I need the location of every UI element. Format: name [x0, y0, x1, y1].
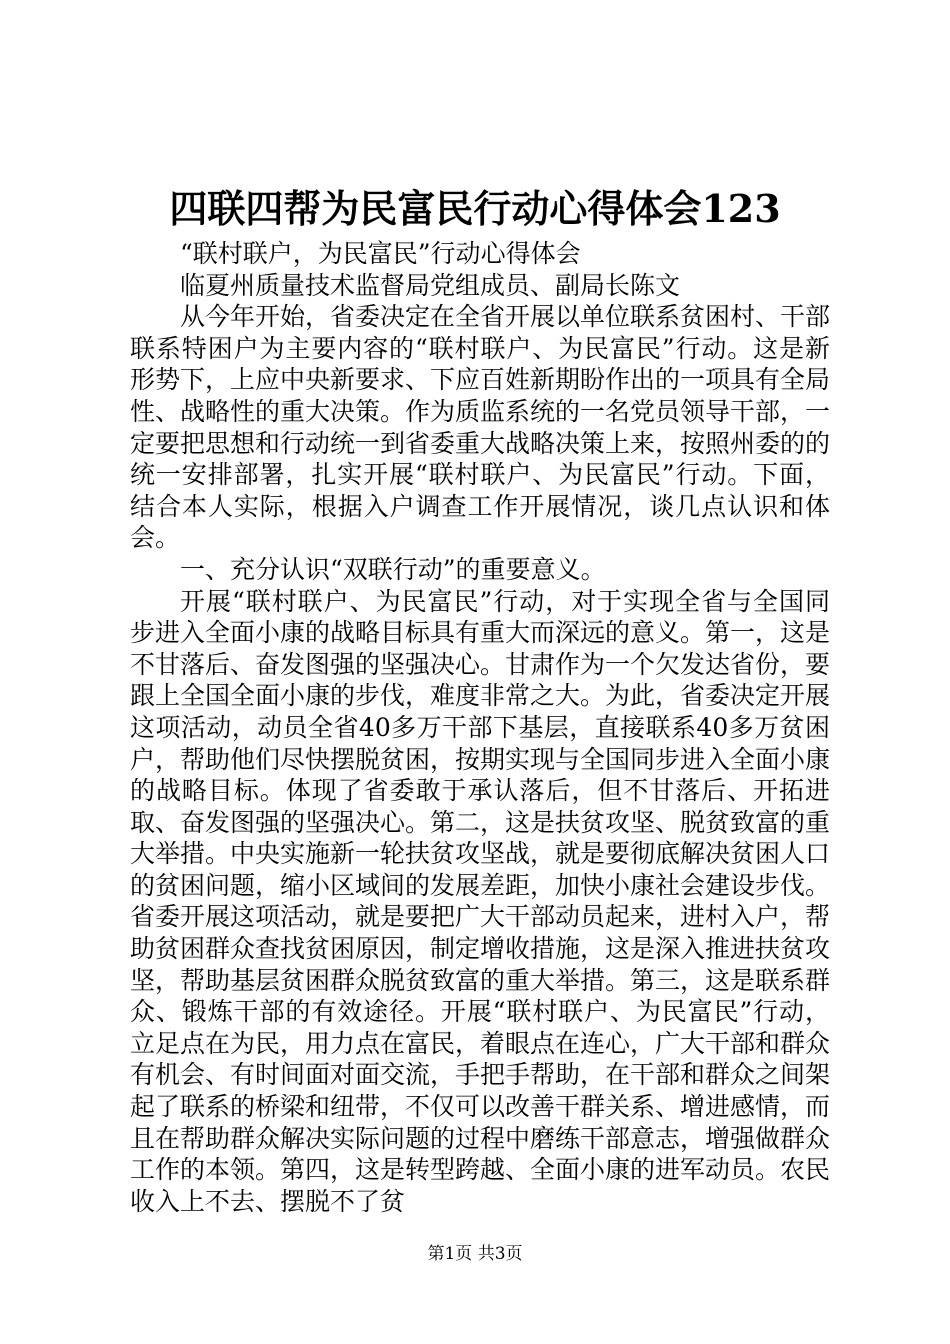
document-title: 四联四帮为民富民行动心得体会123	[169, 186, 781, 231]
body-paragraph: 开展“联村联户、为民富民”行动，对于实现全省与全国同步进入全面小康的战略目标具有重大而深远的意义。第一，这是不甘落后、奋发图强的坚强决心。甘肃作为一个欠发达省份，要跟上全国全面小康的步伐，难度非常之大。为此，省委决定开展这项活动，动员全省40多万干部下基层，直接联系40多万贫困户，帮助他们尽快摆脱贫困，按期实现与全国同步进入全面小康的战略目标。体现了省委敢于承认落后，但不甘落后、开拓进取、奋发图强的坚强决心。第二，这是扶贫攻坚、脱贫致富的重大举措。中央实施新一轮扶贫攻坚战，就是要彻底解决贫困人口的贫困问题，缩小区域间的发展差距，加快小康社会建设步伐。省委开展这项活动，就是要把广大干部动员起来，进村入户，帮助贫困群众查找贫困原因，制定增收措施，这是深入推进扶贫攻坚，帮助基层贫困群众脱贫致富的重大举措。第三，这是联系群众、锻炼干部的有效途径。开展“联村联户、为民富民”行动，立足点在为民，用力点在富民，着眼点在连心，广大干部和群众有机会、有时间面对面交流，手把手帮助，在干部和群众之间架起了联系的桥梁和纽带，不仅可以改善干群关系、增进感情，而且在帮助群众解决实际问题的过程中磨练干部意志，增强做群众工作的本领。第四，这是转型跨越、全面小康的进军动员。农民收入上不去、摆脱不了贫	[130, 586, 831, 1216]
section-heading: 一、充分认识“双联行动”的重要意义。	[180, 554, 606, 584]
author-paragraph: 临夏州质量技术监督局党组成员、副局长陈文	[180, 270, 681, 300]
subtitle-paragraph: “联村联户，为民富民”行动心得体会	[180, 239, 581, 268]
document-body	[130, 238, 830, 1217]
intro-paragraph: 从今年开始，省委决定在全省开展以单位联系贫困村、干部联系特困户为主要内容的“联村联户、为民富民”行动。这是新形势下，上应中央新要求、下应百姓新期盼作出的一项具有全局性、战略性的重大决策。作为质监系统的一名党员领导干部，一定要把思想和行动统一到省委重大战略决策上来，按照州委的的统一安排部署，扎实开展“联村联户、为民富民”行动。下面，结合本人实际，根据入户调查工作开展情况，谈几点认识和体会。	[130, 302, 831, 553]
page-number-footer: 第1页 共3页	[427, 1244, 523, 1264]
